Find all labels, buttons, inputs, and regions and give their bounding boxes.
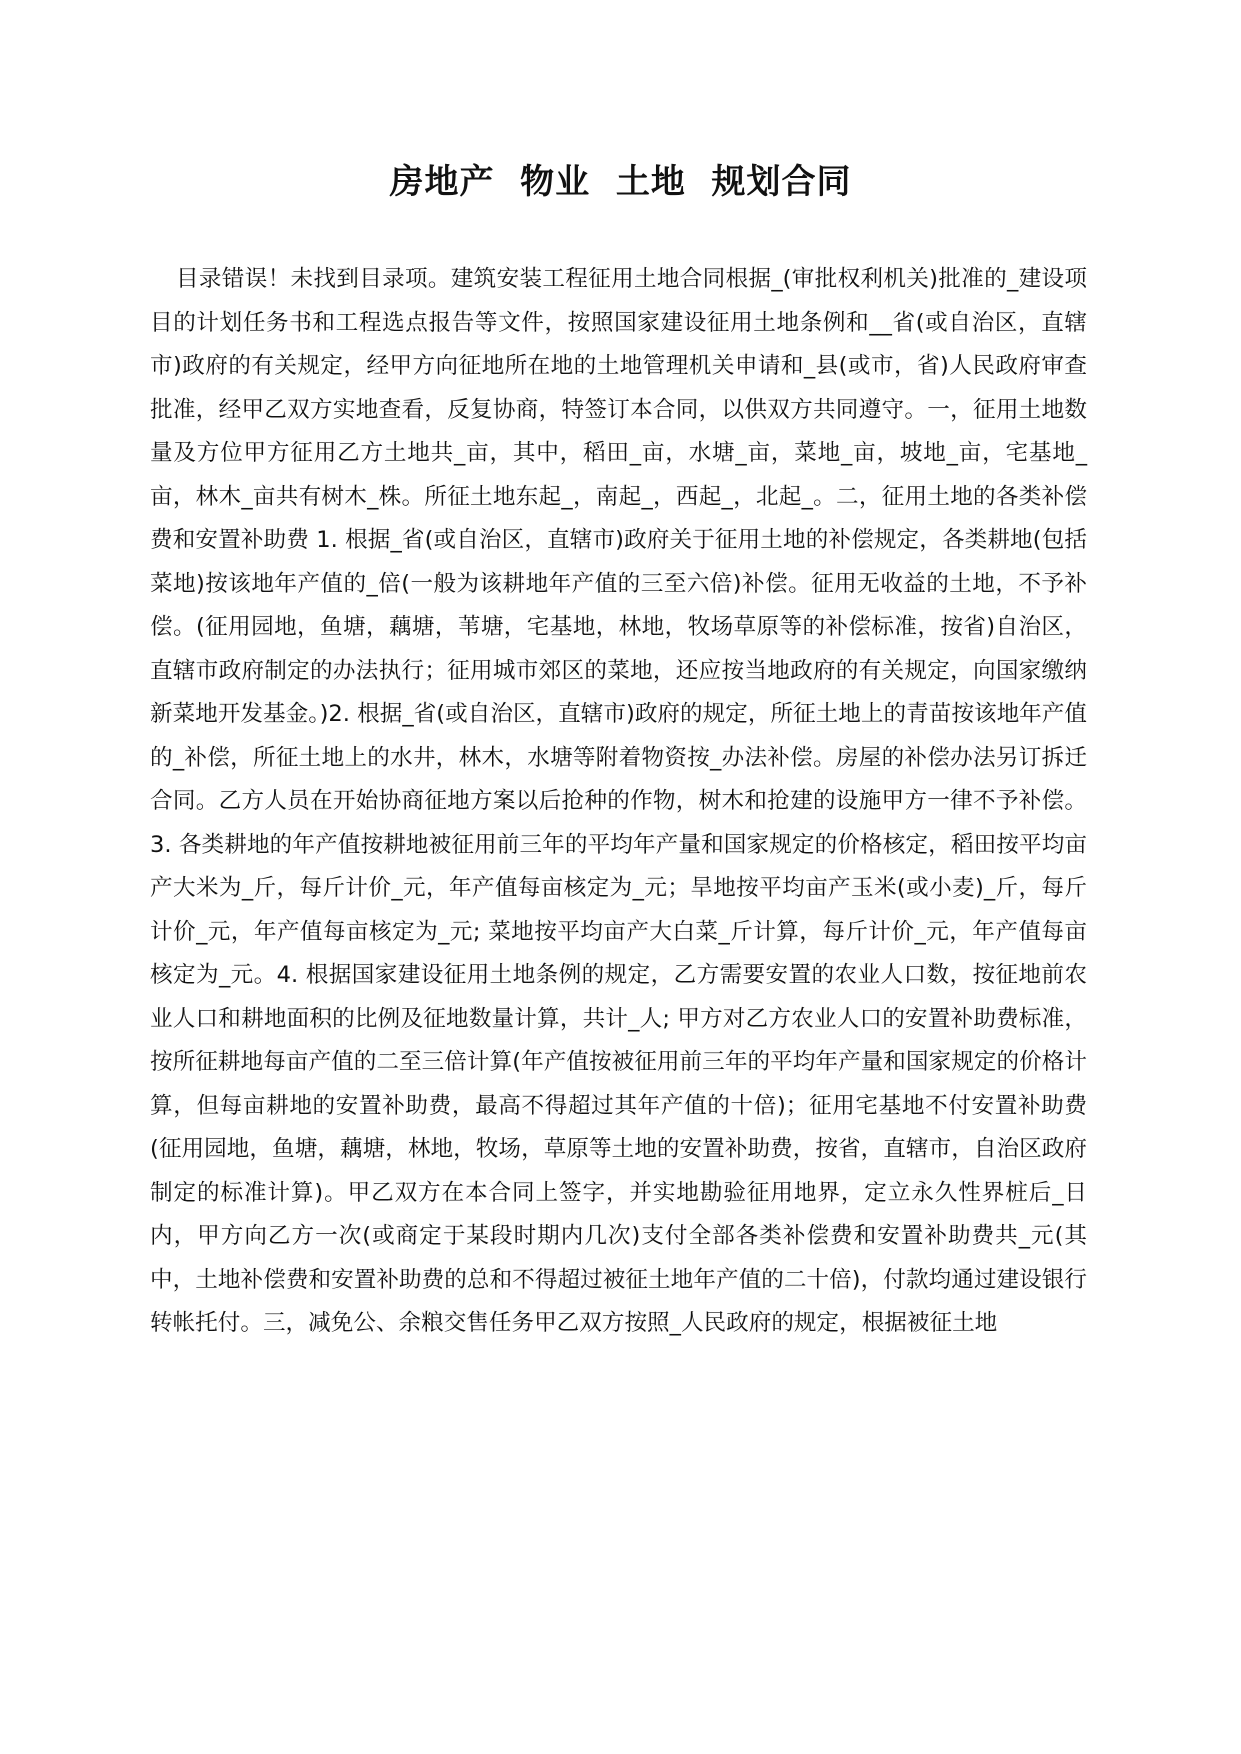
document-body-paragraph: 目录错误！未找到目录项。建筑安装工程征用土地合同根据_(审批权利机关)批准的_建设项目的计划任务书和工程选点报告等文件，按照国家建设征用土地条例和__省(或自治区，直辖市)政府的有关规定，经甲方向征地所在地的土地管理机关申请和_县(或市，省)人民政府审查批准，经甲乙双方实地查看，反复协商，特签订本合同，以供双方共同遵守。一，征用土地数量及方位甲方征用乙方土地共_亩，其中，稻田_亩，水塘_亩，菜地_亩，坡地_亩，宅基地_亩，林木_亩共有树木_株。所征土地东起_，南起_，西起_，北起_。二，征用土地的各类补偿费和安置补助费 1. 根据_省(或自治区，直辖市)政府关于征用土地的补偿规定，各类耕地(包括菜地)按该地年产值的_倍(一般为该耕地年产值的三至六倍)补偿。征用无收益的土地，不予补偿。(征用园地，鱼塘，藕塘，苇塘，宅基地，林地，牧场草原等的补偿标准，按省)自治区，直辖市政府制定的办法执行；征用城市郊区的菜地，还应按当地政府的有关规定，向国家缴纳新菜地开发基金。)2. 根据_省(或自治区，直辖市)政府的规定，所征土地上的青苗按该地年产值的_补偿，所征土地上的水井，林木，水塘等附着物资按_办法补偿。房屋的补偿办法另订拆迁合同。乙方人员在开始协商征地方案以后抢种的作物，树木和抢建的设施甲方一律不予补偿。3. 各类耕地的年产值按耕地被征用前三年的平均年产量和国家规定的价格核定，稻田按平均亩产大米为_斤，每斤计价_元，年产值每亩核定为_元；旱地按平均亩产玉米(或小麦)_斤，每斤计价_元，年产值每亩核定为_元; 菜地按平均亩产大白菜_斤计算，每斤计价_元，年产值每亩核定为_元。4. 根据国家建设征用土地条例的规定，乙方需要安置的农业人口数，按征地前农业人口和耕地面积的比例及征地数量计算，共计_人; 甲方对乙方农业人口的安置补助费标准，按所征耕地每亩产值的二至三倍计算(年产值按被征用前三年的平均年产量和国家规定的价格计算，但每亩耕地的安置补助费，最高不得超过其年产值的十倍)；征用宅基地不付安置补助费(征用园地，鱼塘，藕塘，林地，牧场，草原等土地的安置补助费，按省，直辖市，自治区政府制定的标准计算)。甲乙双方在本合同上签字，并实地勘验征用地界，定立永久性界桩后_日内，甲方向乙方一次(或商定于某段时期内几次)支付全部各类补偿费和安置补助费共_元(其中，土地补偿费和安置补助费的总和不得超过被征土地年产值的二十倍)，付款均通过建设银行转帐托付。三，减免公、余粮交售任务甲乙双方按照_人民政府的规定，根据被征土地 xyxy=(150,266,1087,1336)
document-title: 房地产 物业 土地 规划合同 xyxy=(389,162,852,202)
